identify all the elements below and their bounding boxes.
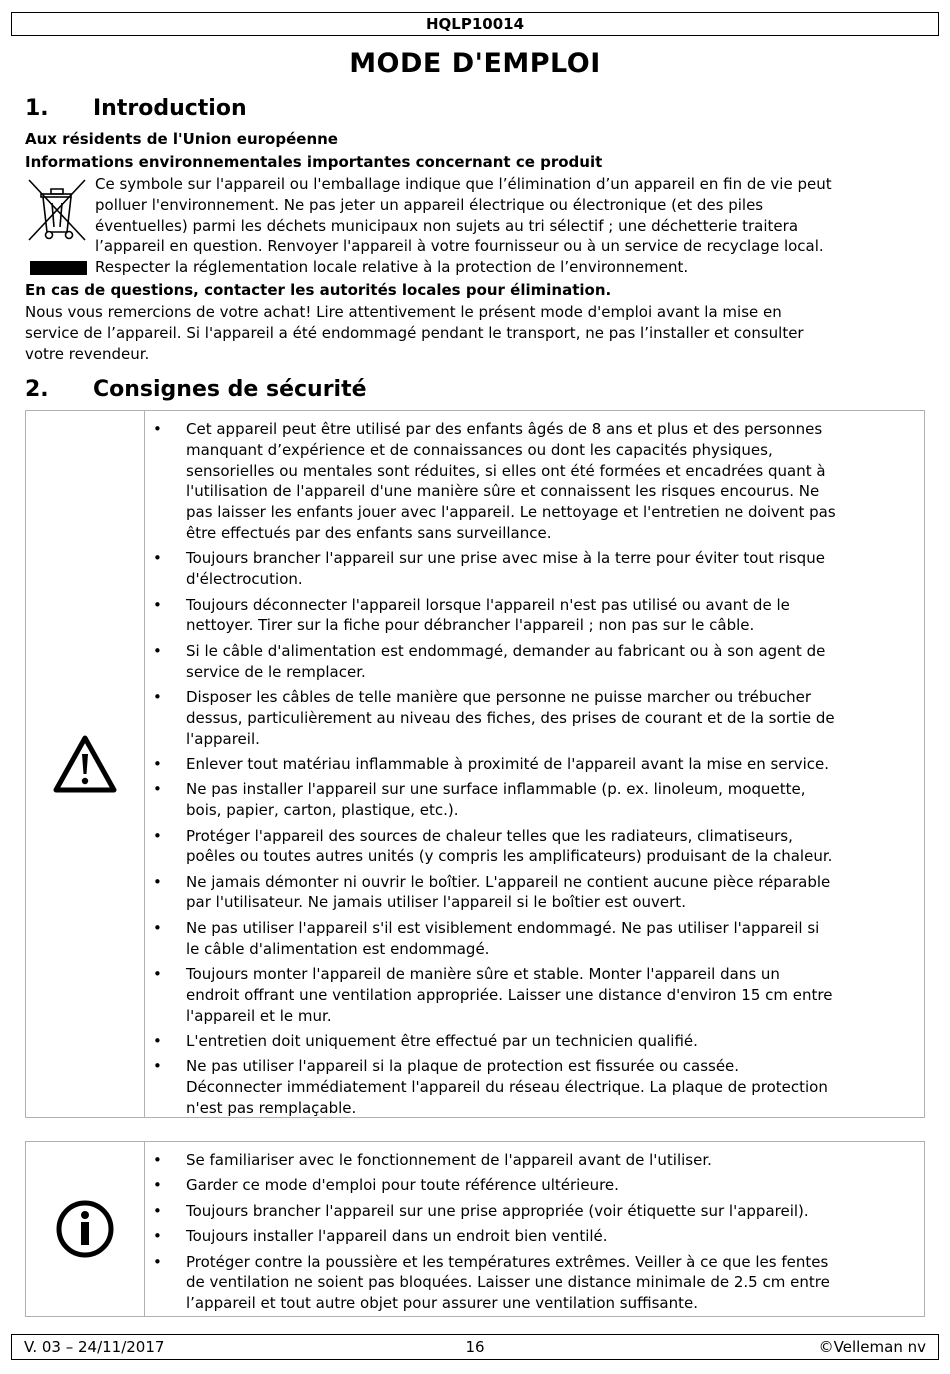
warning-item-line: pas laisser les enfants jouer avec l'appareil. Le nettoyage et l'entretien ne doivent pas	[186, 503, 836, 522]
info-item	[145, 1150, 924, 1171]
environment-info-heading: Informations environnementales importantes concernant ce produit	[25, 153, 603, 171]
section-1-number: 1.	[25, 96, 49, 121]
page-title: MODE D'EMPLOI	[349, 48, 601, 79]
thanks-line: votre revendeur.	[25, 344, 150, 363]
warning-item	[145, 754, 924, 775]
section-2-heading	[25, 376, 367, 404]
info-item-line: • Garder ce mode d'emploi pour toute référence ultérieure.	[186, 1176, 619, 1195]
warning-item-line: le câble d'alimentation est endommagé.	[186, 939, 490, 958]
info-icon-cell	[26, 1142, 145, 1316]
warning-triangle-icon	[52, 734, 118, 794]
warning-item-line: nettoyer. Tirer sur la fiche pour débrancher l'appareil ; non pas sur le câble.	[186, 616, 755, 635]
warning-item	[145, 1031, 924, 1052]
warning-item-line: • Toujours brancher l'appareil sur une prise avec mise à la terre pour éviter tout risque	[186, 549, 825, 568]
weee-line: Respecter la réglementation locale relative à la protection de l’environnement.	[95, 258, 689, 277]
weee-notice	[95, 174, 930, 278]
info-item-line: • Se familiariser avec le fonctionnement de l'appareil avant de l'utiliser.	[186, 1151, 712, 1169]
thanks-line: service de l’appareil. Si l'appareil a été endommagé pendant le transport, ne pas l’installer et consulter	[25, 323, 804, 342]
warning-item	[145, 595, 924, 637]
warning-item-line: manquant d’expérience et de connaissances ou dont les capacités physiques,	[186, 440, 773, 459]
thanks-line: Nous vous remercions de votre achat! Lire attentivement le présent mode d'emploi avant la mise en	[25, 303, 782, 321]
info-list	[145, 1150, 924, 1314]
warning-item-line: • L'entretien doit uniquement être effectué par un technicien qualifié.	[186, 1032, 698, 1051]
warning-item-line: poêles ou toutes autres unités (y compris les amplificateurs) produisant de la chaleur.	[186, 847, 833, 866]
section-1-heading	[25, 95, 247, 123]
warning-item-line: l'appareil.	[186, 729, 260, 748]
page-number: 16	[465, 1338, 485, 1356]
info-item-line: • Protéger contre la poussière et les températures extrêmes. Veiller à ce que les fentes	[186, 1252, 829, 1271]
info-item	[145, 1201, 924, 1222]
info-item-line: • Toujours brancher l'appareil sur une prise appropriée (voir étiquette sur l'appareil).	[186, 1201, 809, 1220]
warning-item-line: • Cet appareil peut être utilisé par des enfants âgés de 8 ans et plus et des personnes	[186, 420, 823, 438]
warning-item-line: • Ne pas installer l'appareil sur une surface inflammable (p. ex. linoleum, moquette,	[186, 780, 806, 799]
warning-item-line: par l'utilisateur. Ne jamais utiliser l'appareil si le boîtier est ouvert.	[186, 893, 686, 912]
info-item-line: • Toujours installer l'appareil dans un endroit bien ventilé.	[186, 1227, 608, 1246]
weee-line: polluer l'environnement. Ne pas jeter un appareil électrique ou électronique (et des piles	[95, 195, 764, 214]
warning-item-line: dessus, particulièrement au niveau des fiches, des prises de courant et de la sortie de	[186, 708, 835, 727]
model-number: HQLP10014	[425, 15, 525, 33]
warning-item-line: • Protéger l'appareil des sources de chaleur telles que les radiateurs, climatiseurs,	[186, 826, 793, 845]
warning-item	[145, 918, 924, 960]
weee-line: Ce symbole sur l'appareil ou l'emballage indique que l’élimination d’un appareil en fin de vie peut	[95, 175, 832, 193]
warning-item	[145, 687, 924, 749]
warning-item	[145, 826, 924, 868]
warning-item-line: • Toujours monter l'appareil de manière sûre et stable. Monter l'appareil dans un	[186, 965, 780, 984]
info-item-line: l’appareil et tout autre objet pour assurer une ventilation suffisante.	[186, 1294, 698, 1313]
warning-item	[145, 964, 924, 1026]
section-1-title: Introduction	[93, 96, 247, 121]
warning-item-line: Déconnecter immédiatement l'appareil du réseau électrique. La plaque de protection	[186, 1078, 828, 1097]
copyright: ©Velleman nv	[818, 1338, 926, 1356]
weee-line: éventuelles) parmi les déchets municipaux non sujets au tri sélectif ; une déchetterie traitera	[95, 216, 799, 235]
warning-item	[145, 641, 924, 683]
warning-item-line: • Si le câble d'alimentation est endommagé, demander au fabricant ou à son agent de	[186, 641, 826, 660]
warnings-box	[25, 410, 925, 1118]
warning-item-line: sensorielles ou mentales sont réduites, si elles ont été formées et encadrées quant à	[186, 461, 826, 480]
info-item	[145, 1226, 924, 1247]
questions-notice: En cas de questions, contacter les autorités locales pour élimination.	[25, 281, 612, 299]
info-item	[145, 1175, 924, 1196]
warning-item-line: d'électrocution.	[186, 570, 303, 589]
warning-item-line: • Enlever tout matériau inflammable à proximité de l'appareil avant la mise en service.	[186, 754, 830, 773]
warning-item-line: n'est pas remplaçable.	[186, 1099, 357, 1118]
warning-item-line: • Disposer les câbles de telle manière que personne ne puisse marcher ou trébucher	[186, 687, 812, 706]
warning-item	[145, 779, 924, 821]
thanks-paragraph	[25, 302, 925, 364]
crossed-out-wheelie-bin-icon	[26, 177, 88, 243]
document-footer	[11, 1334, 939, 1360]
warnings-list	[145, 419, 924, 1119]
section-2-number: 2.	[25, 377, 49, 402]
info-box	[25, 1141, 925, 1317]
section-2-title: Consignes de sécurité	[93, 377, 367, 402]
warning-item-line: • Ne pas utiliser l'appareil si la plaque de protection est fissurée ou cassée.	[186, 1057, 740, 1076]
info-item-line: de ventilation ne soient pas bloquées. Laisser une distance minimale de 2.5 cm entre	[186, 1273, 830, 1292]
warning-item-line: l'utilisation de l'appareil d'une manière sûre et connaissent les risques encourus. Ne	[186, 482, 820, 501]
warnings-icon-cell	[26, 411, 145, 1117]
warning-item-line: être effectués par des enfants sans surveillance.	[186, 523, 552, 542]
warning-item-line: endroit offrant une ventilation appropriée. Laisser une distance d'environ 15 cm entre	[186, 985, 833, 1004]
warning-item	[145, 548, 924, 590]
info-circle-icon	[55, 1199, 115, 1259]
info-item	[145, 1252, 924, 1314]
warning-item-line: bois, papier, carton, plastique, etc.).	[186, 801, 459, 820]
warning-item-line: • Ne jamais démonter ni ouvrir le boîtier. L'appareil ne contient aucune pièce réparable	[186, 872, 831, 891]
warning-item-line: • Ne pas utiliser l'appareil s'il est visiblement endommagé. Ne pas utiliser l'appareil si	[186, 918, 820, 937]
eu-residents-heading: Aux résidents de l'Union européenne	[25, 130, 338, 148]
version-date: V. 03 – 24/11/2017	[24, 1338, 165, 1356]
warning-item	[145, 1056, 924, 1118]
weee-line: l’appareil en question. Renvoyer l'appareil à votre fournisseur ou à un service de recyclage local.	[95, 237, 824, 256]
warning-item-line: l'appareil et le mur.	[186, 1006, 332, 1025]
weee-bar-mark	[30, 261, 87, 275]
warning-item	[145, 419, 924, 544]
warning-item-line: service de le remplacer.	[186, 662, 366, 681]
warning-item-line: • Toujours déconnecter l'appareil lorsque l'appareil n'est pas utilisé ou avant de le	[186, 595, 790, 614]
warning-item	[145, 872, 924, 914]
document-header	[11, 12, 939, 36]
